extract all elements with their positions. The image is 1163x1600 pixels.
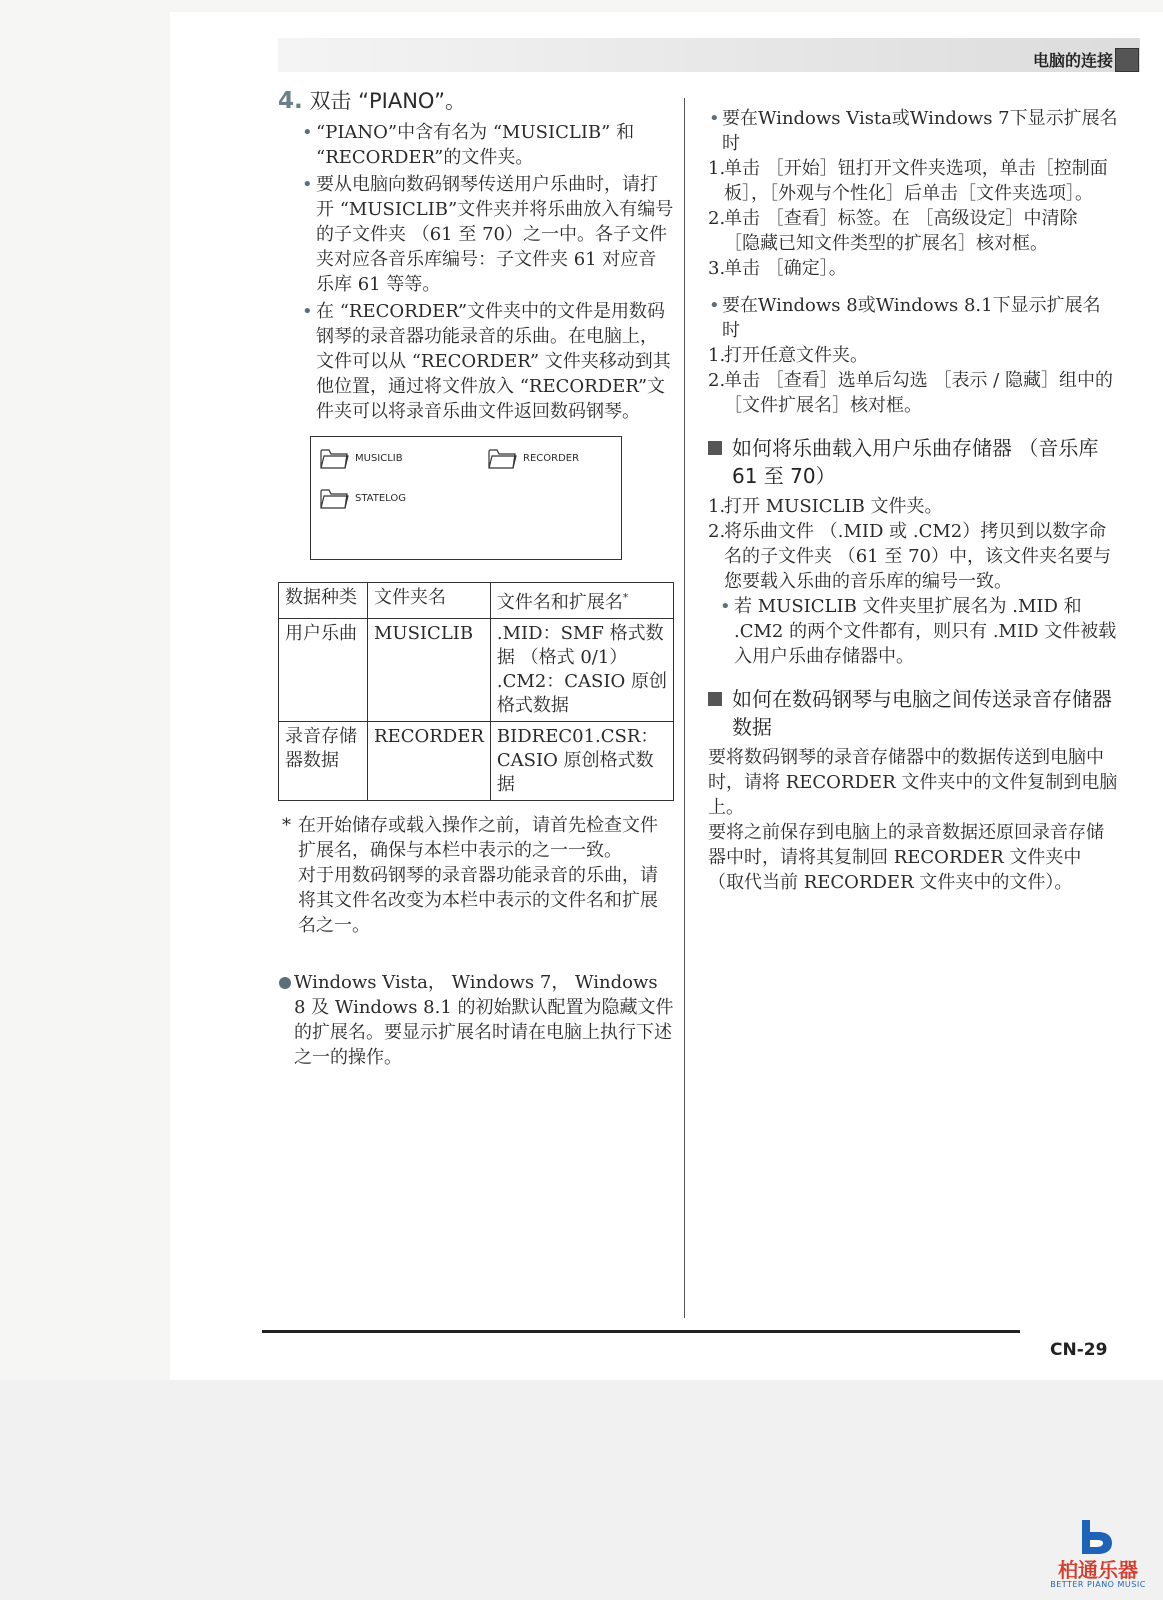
table-cell: 用户乐曲 [279,619,368,722]
step-index: 2. [708,208,726,229]
table-cell: BIDREC01.CSR：CASIO 原创格式数据 [490,722,673,801]
step-text: 单击 ［确定］。 [724,258,847,279]
section-heading-text: 如何将乐曲载入用户乐曲存储器 （音乐库 61 至 70） [732,436,1099,488]
windows-extension-note [294,970,674,1070]
b-logo-icon [1076,1518,1116,1556]
step-heading [278,86,674,116]
bullet-piano-contents: • “PIANO”中含有名为 “MUSICLIB” 和 “RECORDER”的文件夹。 [316,120,674,170]
header-band [278,38,1140,72]
load-steps [708,494,1118,669]
table-row [279,722,674,801]
list-item [708,494,1118,519]
watermark-english: BETTER PIANO MUSIC [1050,1580,1146,1589]
folder-icon [319,445,349,471]
step-text: 单击 ［开始］钮打开文件夹选项，单击［控制面板］，［外观与个性化］后单击［文件夹选项］。 [724,158,1108,204]
win8-heading: • 要在Windows 8或Windows 8.1下显示扩展名时 [722,293,1118,343]
table-cell: RECORDER [368,722,491,801]
folder-window-illustration [310,436,622,560]
scan-background [0,1380,1163,1600]
table-header-label: 文件名和扩展名 [496,592,623,613]
folder-label: RECORDER [523,452,580,464]
load-section-heading [708,434,1118,490]
folder-statelog [319,485,406,511]
step-text: 打开 MUSICLIB 文件夹。 [724,496,943,517]
step-number: 4. [278,88,303,114]
list-item [708,256,1118,281]
footnote-marker: * [622,591,629,604]
list-sub-item: • 若 MUSICLIB 文件夹里扩展名为 .MID 和 .CM2 的两个文件都有，则只有 .MID 文件被载入用户乐曲存储器中。 [708,594,1118,669]
circle-bullet-icon [279,977,291,989]
windows-note-text: Windows Vista， Windows 7， Windows 8 及 Windows 8.1 的初始默认配置为隐藏文件的扩展名。要显示扩展名时请在电脑上执行下述之一的操作。 [294,972,674,1068]
folder-recorder [487,445,579,471]
footnote-paragraph: 在开始储存或载入操作之前，请首先检查文件扩展名，确保与本栏中表示的之一一致。 [298,815,658,861]
step-index: 1. [708,496,726,517]
transfer-paragraph: 要将数码钢琴的录音存储器中的数据传送到电脑中时，请将 RECORDER 文件夹中的文件复制到电脑上。 [708,747,1118,818]
step-index: 1. [708,158,726,179]
step-text: 打开任意文件夹。 [724,345,868,366]
folder-musiclib [319,445,403,471]
column-divider [684,98,685,1318]
watermark-chinese: 柏通乐器 [1058,1558,1138,1582]
step-text: 单击 ［查看］选单后勾选 ［表示 / 隐藏］组中的 ［文件扩展名］核对框。 [724,370,1113,416]
list-item [708,156,1118,206]
page-number: CN-29 [1050,1340,1108,1360]
table-header-names [490,583,673,619]
transfer-section-heading [708,685,1118,741]
section-heading-text: 如何在数码钢琴与电脑之间传送录音存储器数据 [732,687,1112,739]
table-cell: MUSICLIB [368,619,491,722]
folder-icon [487,445,517,471]
vista-heading: • 要在Windows Vista或Windows 7下显示扩展名时 [722,106,1118,156]
step-text: 单击 ［查看］标签。在 ［高级设定］中清除 ［隐藏已知文件类型的扩展名］核对框。 [724,208,1078,254]
table-cell: .MID：SMF 格式数据 （格式 0/1） .CM2：CASIO 原创格式数据 [490,619,673,722]
footer-rule [262,1330,1020,1333]
bullet-musiclib-transfer: • 要从电脑向数码钢琴传送用户乐曲时，请打开 “MUSICLIB”文件夹并将乐曲放入有编号的子文件夹 （61 至 70）之一中。各子文件夹对应各音乐库编号：子文件夹 61 对应音乐库 61 等等。 [316,172,674,297]
table-footnote [282,813,674,938]
left-column [278,86,674,1070]
step-index: 2. [708,521,726,542]
section-title: 电脑的连接 [1032,51,1113,70]
step-index: 3. [708,258,726,279]
bullet-recorder-files: • 在 “RECORDER”文件夹中的文件是用数码钢琴的录音器功能录音的乐曲。在电脑上，文件可以从 “RECORDER” 文件夹移动到其他位置，通过将文件放入 “RECORDER”文件夹可以将录音乐曲文件返回数码钢琴。 [316,299,674,424]
footnote-paragraph: 对于用数码钢琴的录音器功能录音的乐曲，请将其文件名改变为本栏中表示的文件名和扩展名之一。 [298,865,658,936]
section-square-icon [708,441,722,455]
folder-label: STATELOG [355,492,407,504]
transfer-paragraph: 要将之前保存到电脑上的录音数据还原回录音存储器中时，请将其复制回 RECORDER 文件夹中 （取代当前 RECORDER 文件夹中的文件）。 [708,822,1104,893]
table-header: 数据种类 [279,583,368,619]
table-header: 文件夹名 [368,583,491,619]
step-bullets [316,120,674,424]
list-item [708,519,1118,594]
folder-label: MUSICLIB [355,452,403,464]
footnote-marker: * [282,815,291,836]
watermark-logo [1038,1518,1158,1596]
win8-steps [708,343,1118,418]
list-item [708,368,1118,418]
right-column [708,106,1118,895]
vista-steps [708,156,1118,281]
step-index: 2. [708,370,726,391]
table-cell: 录音存储器数据 [279,722,368,801]
table-row [279,619,674,722]
file-type-table [278,582,674,801]
list-item [708,343,1118,368]
step-index: 1. [708,345,726,366]
list-item [708,206,1118,256]
table-header-row [279,583,674,619]
section-tab-marker [1115,48,1139,72]
step-text: 将乐曲文件 （.MID 或 .CM2）拷贝到以数字命名的子文件夹 （61 至 70）中，该文件夹名要与您要载入乐曲的音乐库的编号一致。 [724,521,1111,592]
step-title: 双击 “PIANO”。 [309,89,466,113]
section-square-icon [708,692,722,706]
folder-icon [319,485,349,511]
